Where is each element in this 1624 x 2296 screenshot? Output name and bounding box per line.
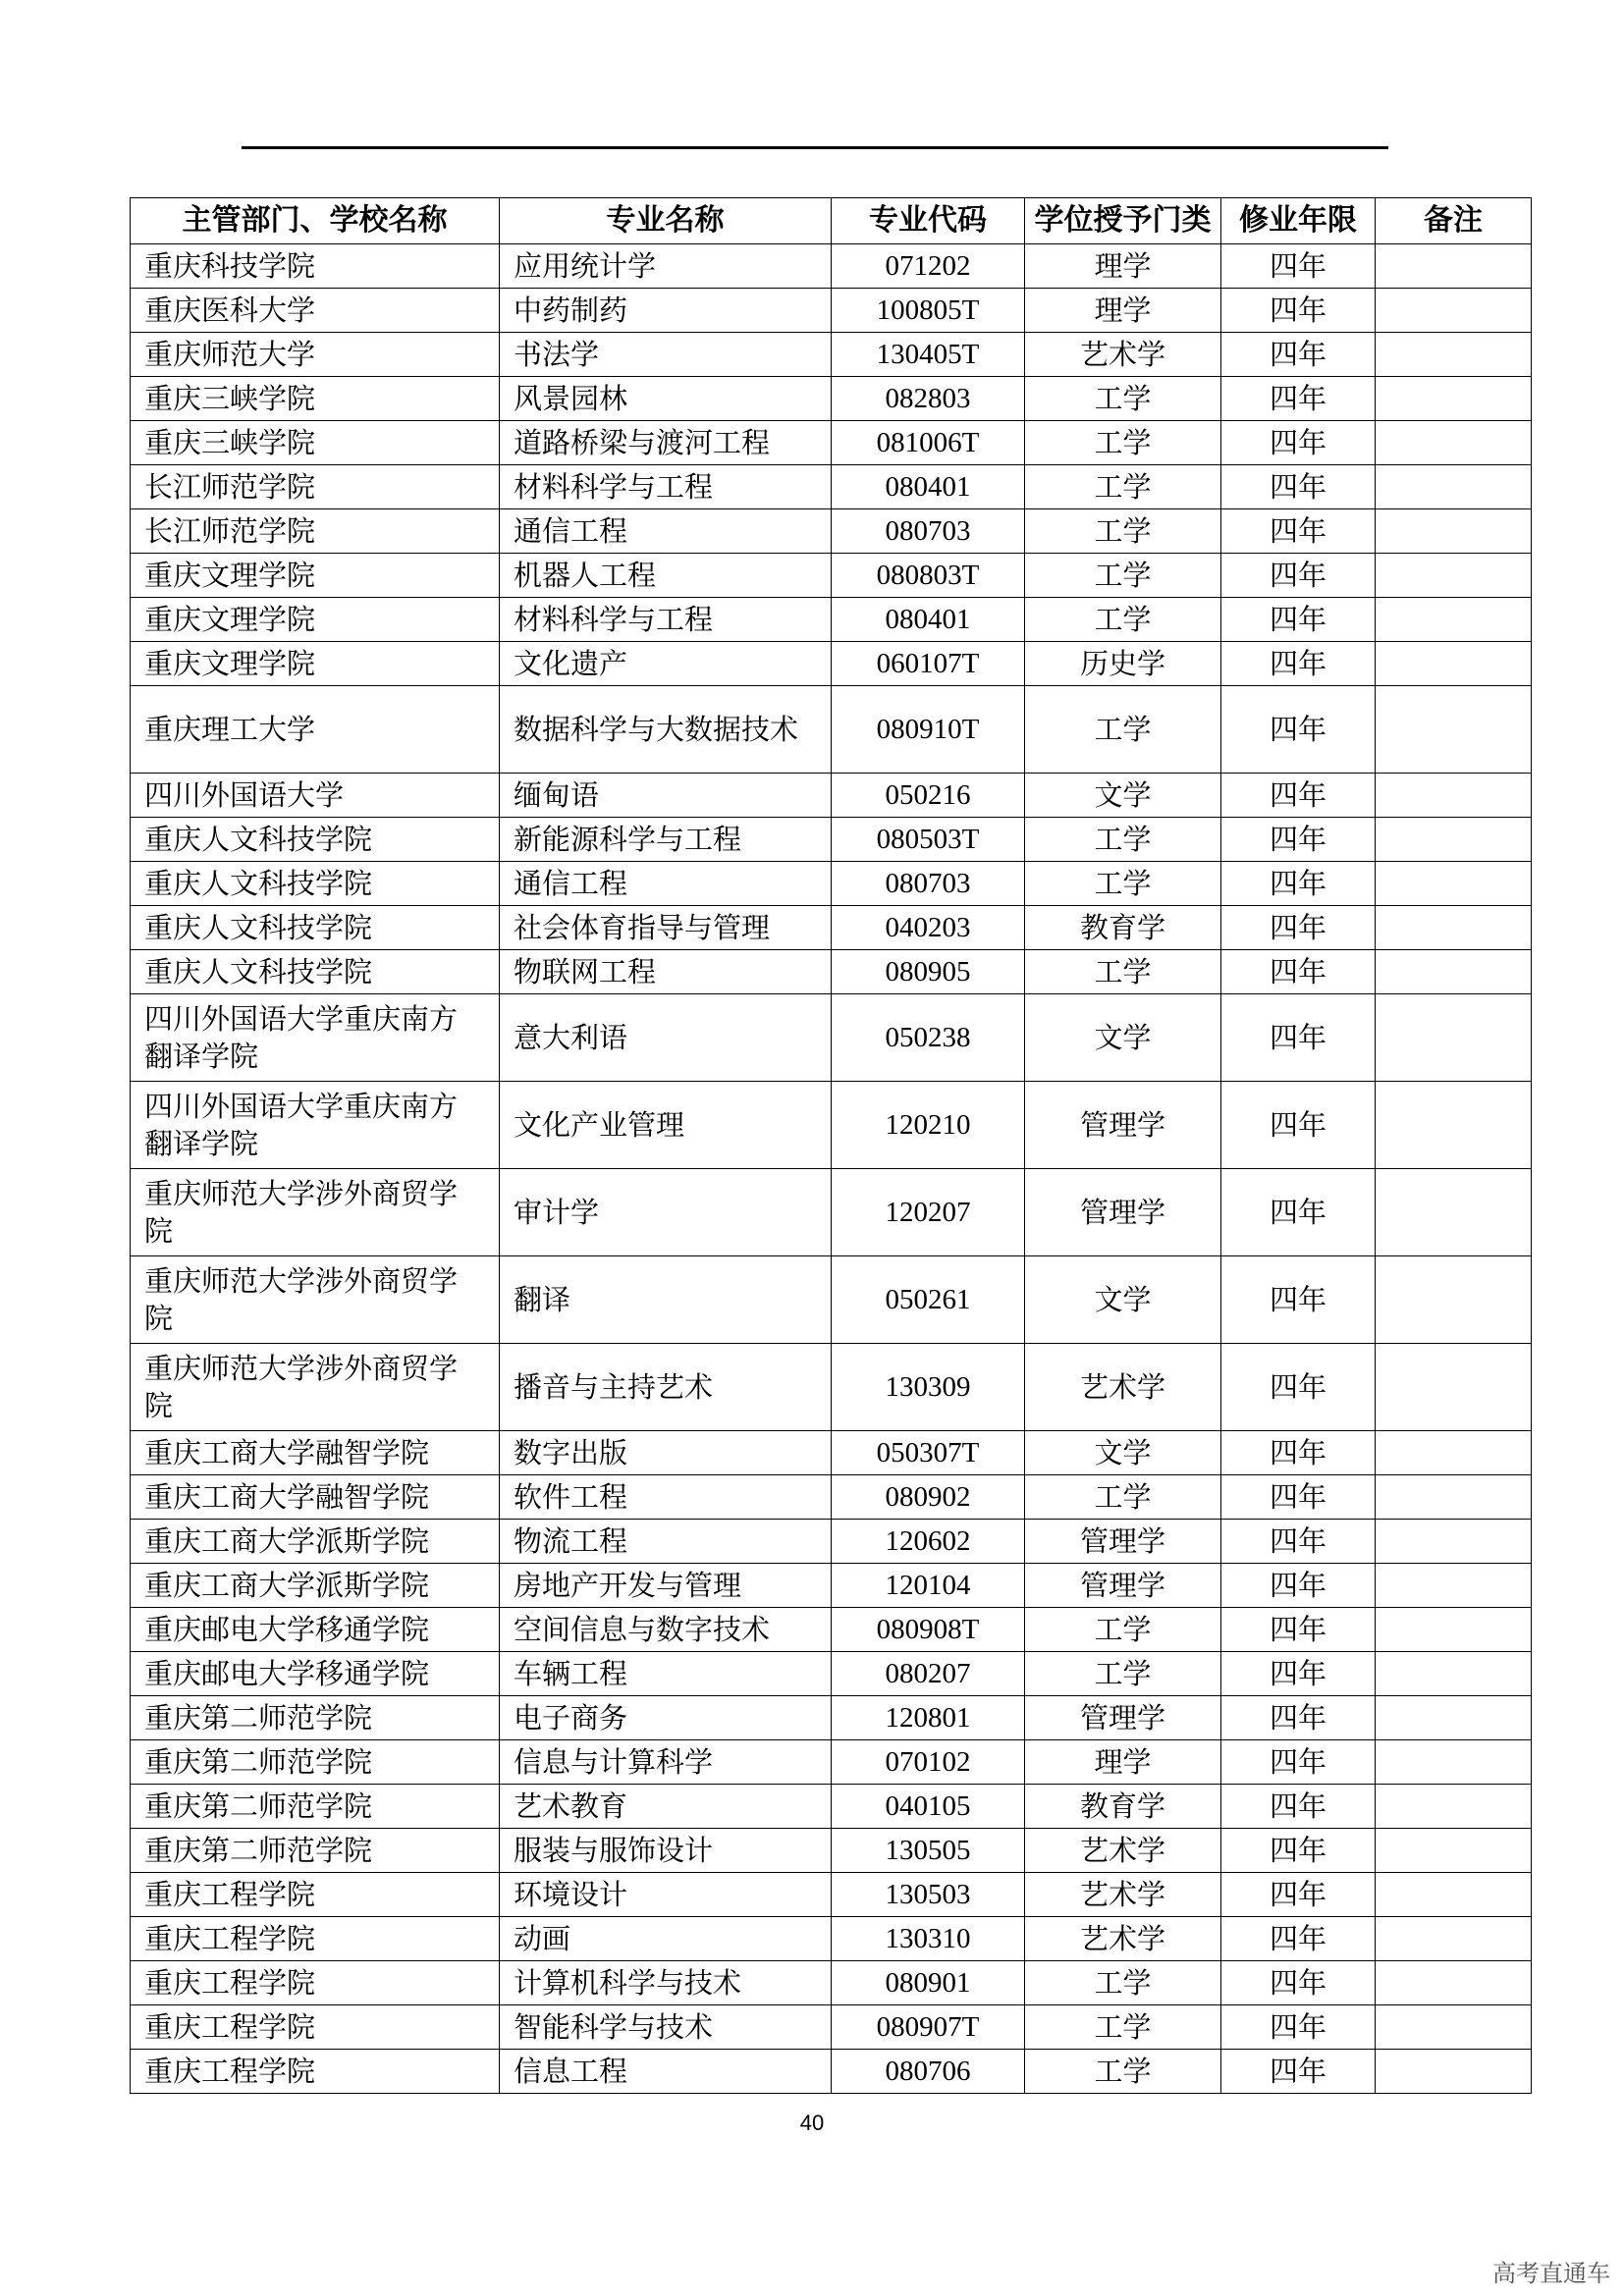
table-row — [131, 1696, 1532, 1740]
table-row — [131, 686, 1532, 774]
cell-note — [1376, 421, 1532, 465]
cell-code: 080401 — [832, 598, 1025, 642]
cell-school: 重庆人文科技学院 — [131, 906, 500, 950]
table-row — [131, 244, 1532, 289]
cell-note — [1376, 686, 1532, 774]
cell-major: 智能科学与技术 — [500, 2005, 832, 2050]
cell-code: 071202 — [832, 244, 1025, 289]
cell-degree: 工学 — [1025, 1608, 1221, 1652]
cell-note — [1376, 1829, 1532, 1873]
cell-school: 重庆师范大学涉外商贸学院 — [131, 1344, 500, 1431]
cell-major: 文化产业管理 — [500, 1082, 832, 1169]
cell-note — [1376, 1961, 1532, 2005]
cell-school: 重庆师范大学 — [131, 333, 500, 377]
table-row — [131, 1169, 1532, 1256]
cell-years: 四年 — [1221, 1256, 1376, 1344]
cell-degree: 工学 — [1025, 421, 1221, 465]
cell-code: 120104 — [832, 1564, 1025, 1608]
cell-code: 080905 — [832, 950, 1025, 994]
table-row — [131, 333, 1532, 377]
cell-years: 四年 — [1221, 554, 1376, 598]
cell-code: 081006T — [832, 421, 1025, 465]
cell-degree: 工学 — [1025, 818, 1221, 862]
cell-degree: 理学 — [1025, 289, 1221, 333]
cell-note — [1376, 1520, 1532, 1564]
cell-degree: 管理学 — [1025, 1082, 1221, 1169]
cell-major: 车辆工程 — [500, 1652, 832, 1696]
cell-code: 130309 — [832, 1344, 1025, 1431]
cell-major: 审计学 — [500, 1169, 832, 1256]
table-row — [131, 1520, 1532, 1564]
cell-major: 新能源科学与工程 — [500, 818, 832, 862]
cell-years: 四年 — [1221, 377, 1376, 421]
cell-major: 空间信息与数字技术 — [500, 1608, 832, 1652]
cell-major: 材料科学与工程 — [500, 598, 832, 642]
cell-degree: 艺术学 — [1025, 1344, 1221, 1431]
cell-code: 080503T — [832, 818, 1025, 862]
table-row — [131, 1961, 1532, 2005]
cell-years: 四年 — [1221, 1431, 1376, 1475]
cell-major: 机器人工程 — [500, 554, 832, 598]
cell-code: 060107T — [832, 642, 1025, 686]
cell-years: 四年 — [1221, 774, 1376, 818]
cell-degree: 教育学 — [1025, 906, 1221, 950]
cell-major: 艺术教育 — [500, 1785, 832, 1829]
cell-note — [1376, 244, 1532, 289]
cell-degree: 管理学 — [1025, 1564, 1221, 1608]
cell-code: 040203 — [832, 906, 1025, 950]
cell-major: 电子商务 — [500, 1696, 832, 1740]
cell-major: 通信工程 — [500, 862, 832, 906]
table-row — [131, 1564, 1532, 1608]
header-degree: 学位授予门类 — [1025, 198, 1221, 244]
cell-major: 服装与服饰设计 — [500, 1829, 832, 1873]
cell-note — [1376, 554, 1532, 598]
cell-years: 四年 — [1221, 906, 1376, 950]
cell-school: 四川外国语大学重庆南方翻译学院 — [131, 994, 500, 1082]
cell-major: 文化遗产 — [500, 642, 832, 686]
header-code: 专业代码 — [832, 198, 1025, 244]
cell-degree: 管理学 — [1025, 1696, 1221, 1740]
cell-code: 080910T — [832, 686, 1025, 774]
cell-code: 040105 — [832, 1785, 1025, 1829]
cell-years: 四年 — [1221, 1082, 1376, 1169]
cell-school: 重庆文理学院 — [131, 642, 500, 686]
cell-school: 重庆工商大学融智学院 — [131, 1431, 500, 1475]
table-row — [131, 1475, 1532, 1520]
cell-school: 重庆第二师范学院 — [131, 1785, 500, 1829]
cell-degree: 文学 — [1025, 774, 1221, 818]
cell-note — [1376, 774, 1532, 818]
cell-major: 意大利语 — [500, 994, 832, 1082]
cell-years: 四年 — [1221, 1169, 1376, 1256]
table-row — [131, 1652, 1532, 1696]
cell-major: 缅甸语 — [500, 774, 832, 818]
cell-school: 重庆工商大学派斯学院 — [131, 1564, 500, 1608]
cell-school: 重庆邮电大学移通学院 — [131, 1608, 500, 1652]
cell-school: 重庆工程学院 — [131, 2050, 500, 2094]
table-body — [131, 244, 1532, 2094]
cell-years: 四年 — [1221, 1564, 1376, 1608]
table-row — [131, 1256, 1532, 1344]
cell-degree: 工学 — [1025, 465, 1221, 509]
cell-years: 四年 — [1221, 994, 1376, 1082]
header-years: 修业年限 — [1221, 198, 1376, 244]
cell-degree: 工学 — [1025, 686, 1221, 774]
cell-degree: 理学 — [1025, 1740, 1221, 1785]
cell-years: 四年 — [1221, 289, 1376, 333]
cell-code: 080207 — [832, 1652, 1025, 1696]
cell-degree: 工学 — [1025, 862, 1221, 906]
cell-major: 信息工程 — [500, 2050, 832, 2094]
cell-years: 四年 — [1221, 1652, 1376, 1696]
cell-school: 重庆文理学院 — [131, 554, 500, 598]
cell-degree: 理学 — [1025, 244, 1221, 289]
table-row — [131, 554, 1532, 598]
cell-note — [1376, 642, 1532, 686]
cell-code: 050216 — [832, 774, 1025, 818]
cell-degree: 历史学 — [1025, 642, 1221, 686]
table-row — [131, 1873, 1532, 1917]
cell-years: 四年 — [1221, 1917, 1376, 1961]
cell-school: 重庆师范大学涉外商贸学院 — [131, 1169, 500, 1256]
cell-school: 重庆师范大学涉外商贸学院 — [131, 1256, 500, 1344]
cell-note — [1376, 1475, 1532, 1520]
cell-years: 四年 — [1221, 2050, 1376, 2094]
cell-major: 社会体育指导与管理 — [500, 906, 832, 950]
cell-code: 080401 — [832, 465, 1025, 509]
cell-school: 重庆第二师范学院 — [131, 1829, 500, 1873]
cell-code: 080901 — [832, 1961, 1025, 2005]
cell-note — [1376, 1873, 1532, 1917]
cell-degree: 文学 — [1025, 1431, 1221, 1475]
cell-years: 四年 — [1221, 1520, 1376, 1564]
cell-major: 房地产开发与管理 — [500, 1564, 832, 1608]
cell-code: 120602 — [832, 1520, 1025, 1564]
cell-code: 050307T — [832, 1431, 1025, 1475]
cell-degree: 艺术学 — [1025, 1917, 1221, 1961]
cell-note — [1376, 950, 1532, 994]
table-row — [131, 1785, 1532, 1829]
cell-degree: 文学 — [1025, 1256, 1221, 1344]
cell-major: 通信工程 — [500, 509, 832, 554]
cell-degree: 工学 — [1025, 377, 1221, 421]
cell-school: 重庆邮电大学移通学院 — [131, 1652, 500, 1696]
majors-table — [130, 197, 1532, 2094]
cell-degree: 艺术学 — [1025, 333, 1221, 377]
table-row — [131, 994, 1532, 1082]
table-row — [131, 289, 1532, 333]
cell-major: 材料科学与工程 — [500, 465, 832, 509]
cell-code: 080907T — [832, 2005, 1025, 2050]
cell-note — [1376, 1344, 1532, 1431]
cell-degree: 管理学 — [1025, 1169, 1221, 1256]
cell-note — [1376, 1696, 1532, 1740]
cell-years: 四年 — [1221, 421, 1376, 465]
cell-code: 100805T — [832, 289, 1025, 333]
cell-note — [1376, 1169, 1532, 1256]
cell-note — [1376, 1256, 1532, 1344]
table-row — [131, 906, 1532, 950]
cell-school: 四川外国语大学重庆南方翻译学院 — [131, 1082, 500, 1169]
cell-years: 四年 — [1221, 818, 1376, 862]
cell-degree: 工学 — [1025, 554, 1221, 598]
cell-school: 重庆工程学院 — [131, 1873, 500, 1917]
cell-major: 计算机科学与技术 — [500, 1961, 832, 2005]
cell-note — [1376, 1082, 1532, 1169]
header-rule — [242, 146, 1388, 149]
cell-years: 四年 — [1221, 862, 1376, 906]
cell-major: 动画 — [500, 1917, 832, 1961]
cell-major: 中药制药 — [500, 289, 832, 333]
table-row — [131, 1829, 1532, 1873]
table-row — [131, 1082, 1532, 1169]
cell-code: 070102 — [832, 1740, 1025, 1785]
cell-code: 080908T — [832, 1608, 1025, 1652]
cell-years: 四年 — [1221, 950, 1376, 994]
cell-years: 四年 — [1221, 465, 1376, 509]
cell-degree: 工学 — [1025, 509, 1221, 554]
cell-note — [1376, 1608, 1532, 1652]
cell-school: 重庆三峡学院 — [131, 377, 500, 421]
cell-school: 重庆科技学院 — [131, 244, 500, 289]
cell-school: 重庆工程学院 — [131, 1961, 500, 2005]
cell-note — [1376, 509, 1532, 554]
cell-code: 120210 — [832, 1082, 1025, 1169]
cell-code: 082803 — [832, 377, 1025, 421]
cell-note — [1376, 2005, 1532, 2050]
cell-years: 四年 — [1221, 1608, 1376, 1652]
cell-major: 播音与主持艺术 — [500, 1344, 832, 1431]
cell-code: 080706 — [832, 2050, 1025, 2094]
cell-note — [1376, 1431, 1532, 1475]
cell-major: 数字出版 — [500, 1431, 832, 1475]
table-row — [131, 2005, 1532, 2050]
table-row — [131, 950, 1532, 994]
cell-major: 书法学 — [500, 333, 832, 377]
cell-note — [1376, 1652, 1532, 1696]
cell-major: 物联网工程 — [500, 950, 832, 994]
cell-code: 080703 — [832, 862, 1025, 906]
cell-years: 四年 — [1221, 1961, 1376, 2005]
cell-degree: 文学 — [1025, 994, 1221, 1082]
cell-note — [1376, 2050, 1532, 2094]
cell-years: 四年 — [1221, 1344, 1376, 1431]
cell-note — [1376, 289, 1532, 333]
table-header-row — [131, 198, 1532, 244]
cell-degree: 艺术学 — [1025, 1829, 1221, 1873]
cell-major: 风景园林 — [500, 377, 832, 421]
table-row — [131, 2050, 1532, 2094]
cell-note — [1376, 1785, 1532, 1829]
cell-years: 四年 — [1221, 1475, 1376, 1520]
cell-school: 重庆人文科技学院 — [131, 818, 500, 862]
cell-major: 数据科学与大数据技术 — [500, 686, 832, 774]
cell-years: 四年 — [1221, 509, 1376, 554]
table-row — [131, 1740, 1532, 1785]
table-row — [131, 509, 1532, 554]
cell-years: 四年 — [1221, 1740, 1376, 1785]
cell-school: 重庆工程学院 — [131, 1917, 500, 1961]
cell-school: 重庆人文科技学院 — [131, 950, 500, 994]
cell-code: 080703 — [832, 509, 1025, 554]
cell-code: 130505 — [832, 1829, 1025, 1873]
cell-code: 130405T — [832, 333, 1025, 377]
table-row — [131, 598, 1532, 642]
cell-years: 四年 — [1221, 1873, 1376, 1917]
cell-code: 130310 — [832, 1917, 1025, 1961]
table-row — [131, 862, 1532, 906]
table-row — [131, 421, 1532, 465]
table-row — [131, 1344, 1532, 1431]
header-major: 专业名称 — [500, 198, 832, 244]
cell-degree: 教育学 — [1025, 1785, 1221, 1829]
cell-degree: 工学 — [1025, 1652, 1221, 1696]
cell-school: 重庆理工大学 — [131, 686, 500, 774]
cell-years: 四年 — [1221, 1785, 1376, 1829]
cell-note — [1376, 994, 1532, 1082]
cell-major: 应用统计学 — [500, 244, 832, 289]
cell-degree: 工学 — [1025, 2050, 1221, 2094]
cell-note — [1376, 1740, 1532, 1785]
cell-degree: 工学 — [1025, 950, 1221, 994]
cell-note — [1376, 377, 1532, 421]
cell-major: 软件工程 — [500, 1475, 832, 1520]
cell-degree: 艺术学 — [1025, 1873, 1221, 1917]
cell-note — [1376, 1917, 1532, 1961]
cell-school: 重庆人文科技学院 — [131, 862, 500, 906]
cell-degree: 工学 — [1025, 1961, 1221, 2005]
cell-note — [1376, 818, 1532, 862]
cell-note — [1376, 906, 1532, 950]
table-row — [131, 818, 1532, 862]
cell-years: 四年 — [1221, 333, 1376, 377]
cell-degree: 工学 — [1025, 598, 1221, 642]
cell-major: 物流工程 — [500, 1520, 832, 1564]
cell-school: 重庆工商大学派斯学院 — [131, 1520, 500, 1564]
cell-code: 050238 — [832, 994, 1025, 1082]
header-note: 备注 — [1376, 198, 1532, 244]
cell-years: 四年 — [1221, 686, 1376, 774]
cell-school: 重庆三峡学院 — [131, 421, 500, 465]
cell-major: 翻译 — [500, 1256, 832, 1344]
cell-school: 重庆工程学院 — [131, 2005, 500, 2050]
page-number: 40 — [799, 2110, 825, 2135]
table-row — [131, 1608, 1532, 1652]
cell-code: 130503 — [832, 1873, 1025, 1917]
cell-years: 四年 — [1221, 2005, 1376, 2050]
cell-note — [1376, 333, 1532, 377]
cell-major: 信息与计算科学 — [500, 1740, 832, 1785]
cell-years: 四年 — [1221, 598, 1376, 642]
table-row — [131, 377, 1532, 421]
cell-code: 050261 — [832, 1256, 1025, 1344]
cell-major: 环境设计 — [500, 1873, 832, 1917]
table-row — [131, 1431, 1532, 1475]
cell-degree: 管理学 — [1025, 1520, 1221, 1564]
cell-note — [1376, 465, 1532, 509]
cell-note — [1376, 1564, 1532, 1608]
cell-school: 四川外国语大学 — [131, 774, 500, 818]
cell-years: 四年 — [1221, 1829, 1376, 1873]
cell-school: 重庆文理学院 — [131, 598, 500, 642]
table-row — [131, 1917, 1532, 1961]
cell-school: 重庆第二师范学院 — [131, 1696, 500, 1740]
cell-years: 四年 — [1221, 1696, 1376, 1740]
cell-code: 120801 — [832, 1696, 1025, 1740]
table-row — [131, 642, 1532, 686]
cell-note — [1376, 598, 1532, 642]
cell-major: 道路桥梁与渡河工程 — [500, 421, 832, 465]
cell-years: 四年 — [1221, 244, 1376, 289]
cell-degree: 工学 — [1025, 1475, 1221, 1520]
cell-code: 120207 — [832, 1169, 1025, 1256]
cell-years: 四年 — [1221, 642, 1376, 686]
cell-code: 080902 — [832, 1475, 1025, 1520]
cell-school: 重庆医科大学 — [131, 289, 500, 333]
cell-note — [1376, 862, 1532, 906]
cell-code: 080803T — [832, 554, 1025, 598]
table-row — [131, 774, 1532, 818]
cell-school: 长江师范学院 — [131, 465, 500, 509]
cell-school: 重庆工商大学融智学院 — [131, 1475, 500, 1520]
table-row — [131, 465, 1532, 509]
cell-school: 长江师范学院 — [131, 509, 500, 554]
header-school: 主管部门、学校名称 — [131, 198, 500, 244]
cell-school: 重庆第二师范学院 — [131, 1740, 500, 1785]
watermark: 高考直通车 — [1492, 2260, 1610, 2287]
cell-degree: 工学 — [1025, 2005, 1221, 2050]
